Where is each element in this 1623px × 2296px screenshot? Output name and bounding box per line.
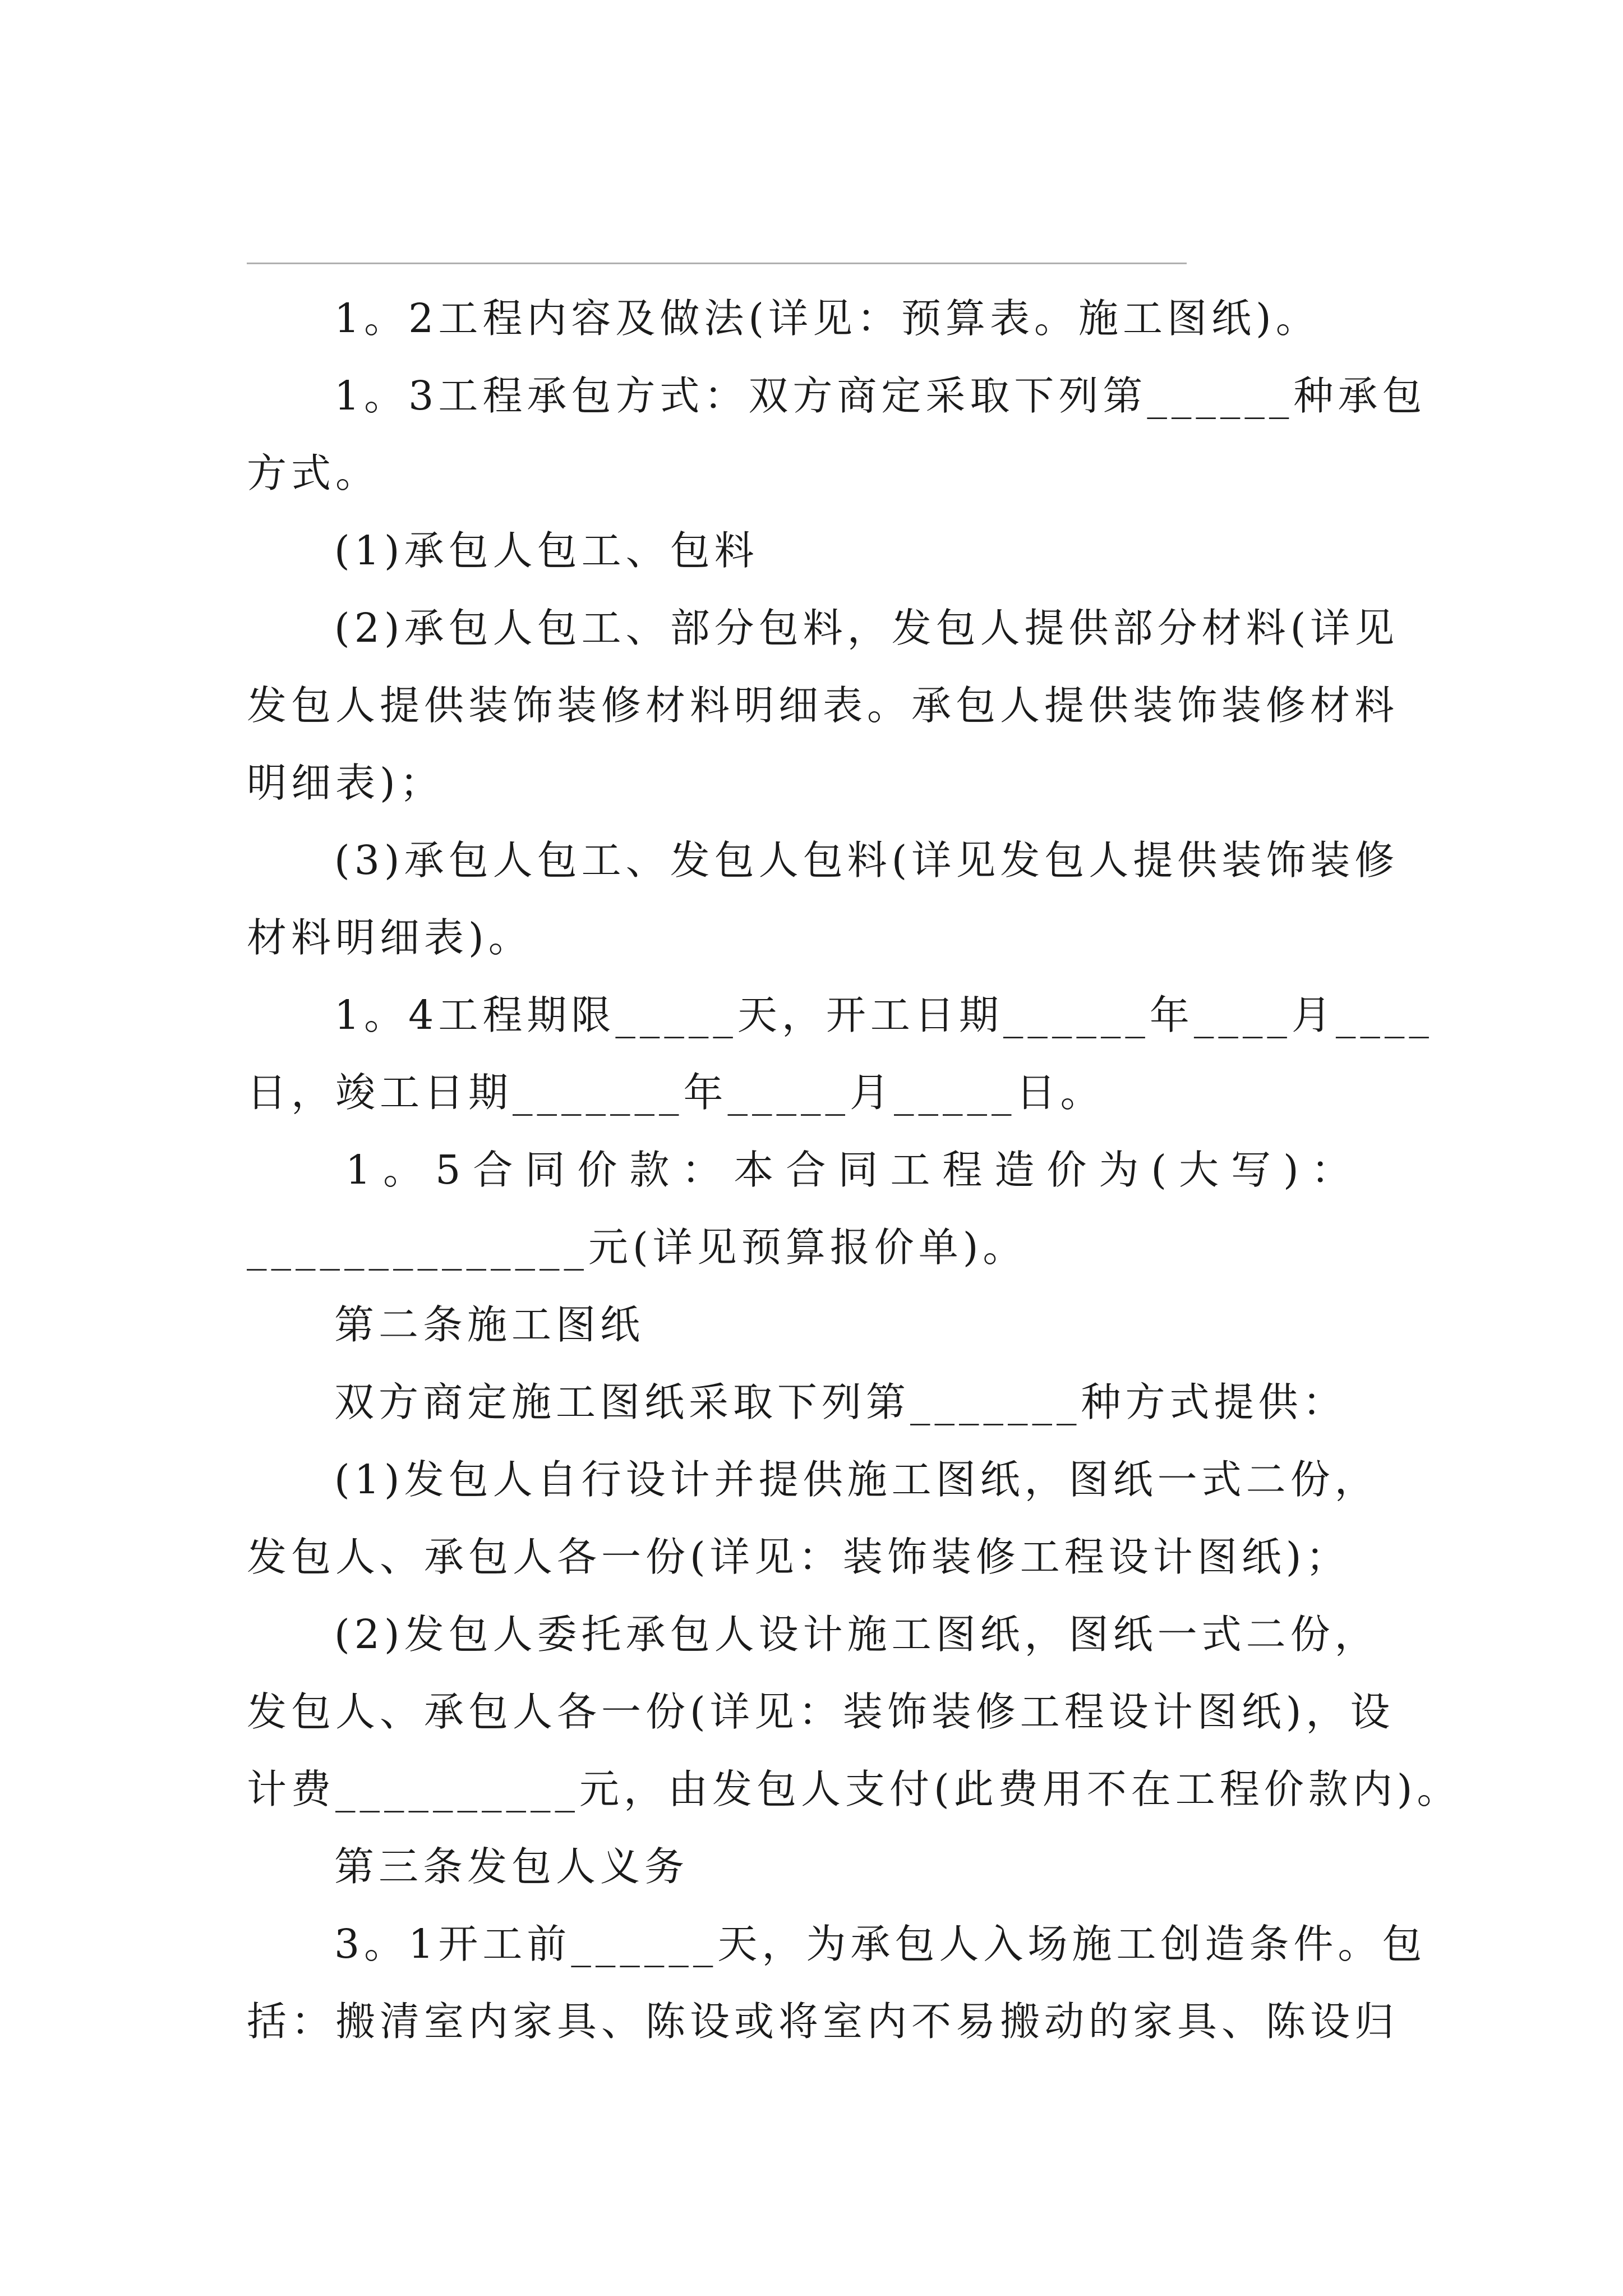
- clause-1-2: 1。2工程内容及做法(详见：预算表。施工图纸)。: [334, 295, 1320, 342]
- drawing-option-1: (1)发包人自行设计并提供施工图纸，图纸一式二份，: [334, 1456, 1379, 1503]
- drawing-option-2: (2)发包人委托承包人设计施工图纸，图纸一式二份，: [334, 1611, 1379, 1658]
- drawing-option-1-cont: 发包人、承包人各一份(详见：装饰装修工程设计图纸)；: [247, 1534, 1350, 1580]
- drawing-option-2-cont: 发包人、承包人各一份(详见：装饰装修工程设计图纸)，设: [247, 1688, 1395, 1735]
- article-2-heading: 第二条施工图纸: [334, 1301, 645, 1348]
- clause-1-4-cont: 日，竣工日期_______年_____月_____日。: [247, 1069, 1105, 1116]
- option-2-cont-2: 明细表)；: [247, 760, 444, 806]
- clause-1-5: 1。5合同价款：本合同工程造价为(大写)：: [345, 1147, 1363, 1193]
- clause-1-4: 1。4工程期限_____天，开工日期______年____月____: [334, 992, 1433, 1038]
- article-2-intro: 双方商定施工图纸采取下列第_______种方式提供：: [334, 1379, 1347, 1425]
- option-2-cont-1: 发包人提供装饰装修材料明细表。承包人提供装饰装修材料: [247, 682, 1399, 729]
- option-1: (1)承包人包工、包料: [334, 527, 759, 574]
- option-2: (2)承包人包工、部分包料，发包人提供部分材料(详见: [334, 605, 1399, 651]
- clause-1-5-cont: ______________元(详见预算报价单)。: [247, 1224, 1027, 1271]
- clause-3-1: 3。1开工前______天，为承包人入场施工创造条件。包: [334, 1921, 1427, 1967]
- design-fee-line: 计费__________元，由发包人支付(此费用不在工程价款内)。: [247, 1766, 1461, 1812]
- clause-3-1-cont: 括：搬清室内家具、陈设或将室内不易搬动的家具、陈设归: [247, 1998, 1399, 2045]
- article-3-heading: 第三条发包人义务: [334, 1843, 689, 1890]
- clause-1-3-cont: 方式。: [247, 450, 380, 496]
- clause-1-3: 1。3工程承包方式：双方商定采取下列第______种承包: [334, 372, 1427, 419]
- header-rule: [247, 263, 1187, 264]
- option-3: (3)承包人包工、发包人包料(详见发包人提供装饰装修: [334, 837, 1399, 884]
- option-3-cont: 材料明细表)。: [247, 914, 533, 961]
